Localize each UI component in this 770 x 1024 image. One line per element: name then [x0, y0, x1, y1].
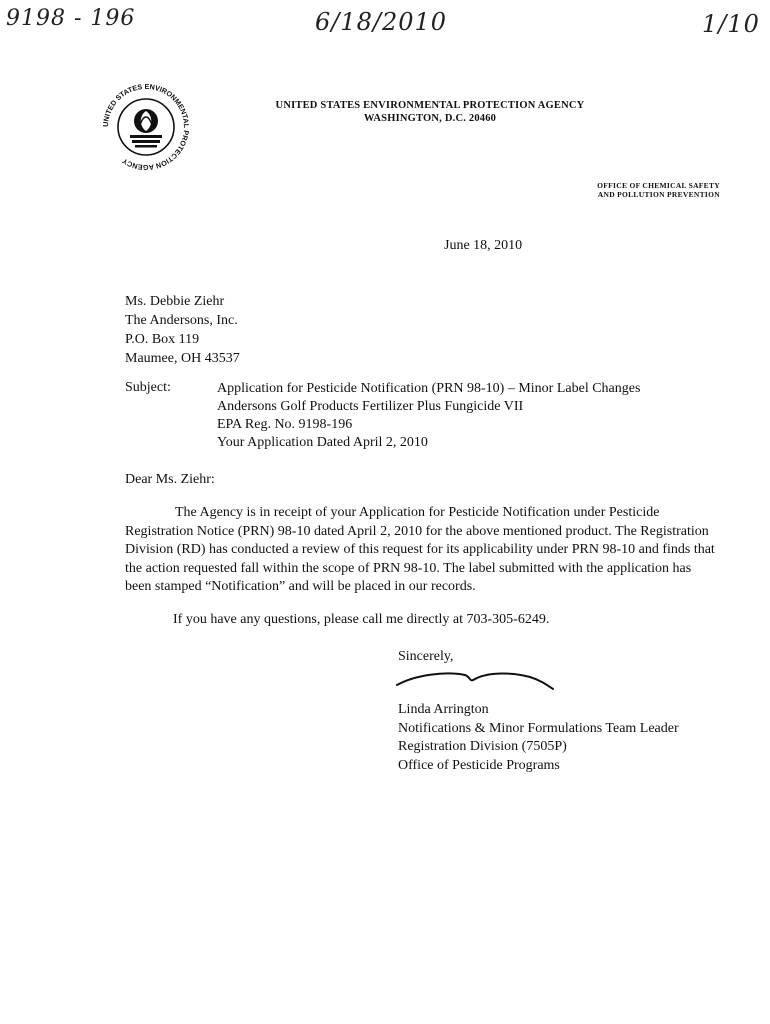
subject-line-2: Andersons Golf Products Fertilizer Plus Fungicide VII	[217, 399, 524, 414]
signature-block	[398, 701, 679, 775]
handwritten-date: 6/18/2010	[315, 8, 448, 36]
recipient-address	[125, 292, 240, 368]
recipient-city: Maumee, OH 43537	[125, 351, 240, 366]
agency-location: WASHINGTON, D.C. 20460	[363, 113, 497, 124]
recipient-name: Ms. Debbie Ziehr	[125, 294, 225, 309]
signatory-name: Linda Arrington	[398, 702, 489, 717]
body-paragraph-1: The Agency is in receipt of your Application for Pesticide Notification under Pesticide Registration Notice (PRN) 98-10 dated April 2, 2010 for the above mentioned product. The Registration Division (RD) has conducted a review of this request for its applicability under PRN 98-10 and finds that the action requested fall within the scope of PRN 98-10. The label submitted with the application has been stamped “Notification” and will be placed in our records.	[125, 505, 715, 594]
signatory-title: Notifications & Minor Formulations Team Leader	[398, 720, 679, 736]
letterhead	[235, 99, 625, 125]
handwritten-reg-number: 9198 - 196	[6, 6, 136, 31]
handwritten-signature	[395, 665, 555, 695]
salutation: Dear Ms. Ziehr:	[125, 472, 215, 487]
office-line-1: OFFICE OF CHEMICAL SAFETY	[597, 181, 720, 190]
subject-line-4: Your Application Dated April 2, 2010	[217, 435, 428, 450]
office-line-2: AND POLLUTION PREVENTION	[597, 190, 720, 199]
office-heading	[597, 181, 720, 199]
recipient-company: The Andersons, Inc.	[125, 313, 238, 328]
body-paragraph-2: If you have any questions, please call me directly at 703-305-6249.	[173, 612, 550, 627]
closing: Sincerely,	[398, 649, 454, 664]
signatory-office: Office of Pesticide Programs	[398, 757, 560, 773]
subject-line-1: Application for Pesticide Notification (PRN 98-10) – Minor Label Changes	[217, 381, 641, 396]
seal-ring-text: UNITED STATES ENVIRONMENTAL PROTECTION AGENCY	[100, 81, 192, 173]
signatory-division: Registration Division (7505P)	[398, 739, 567, 754]
subject-label: Subject:	[125, 380, 171, 395]
agency-name: UNITED STATES ENVIRONMENTAL PROTECTION AGENCY	[275, 100, 585, 111]
epa-seal-logo	[100, 81, 192, 173]
subject-line-3: EPA Reg. No. 9198-196	[217, 417, 353, 432]
handwritten-page-mark: 1/10	[702, 10, 760, 38]
letter-date: June 18, 2010	[444, 238, 523, 253]
subject-block	[217, 380, 640, 452]
recipient-po-box: P.O. Box 119	[125, 332, 200, 347]
